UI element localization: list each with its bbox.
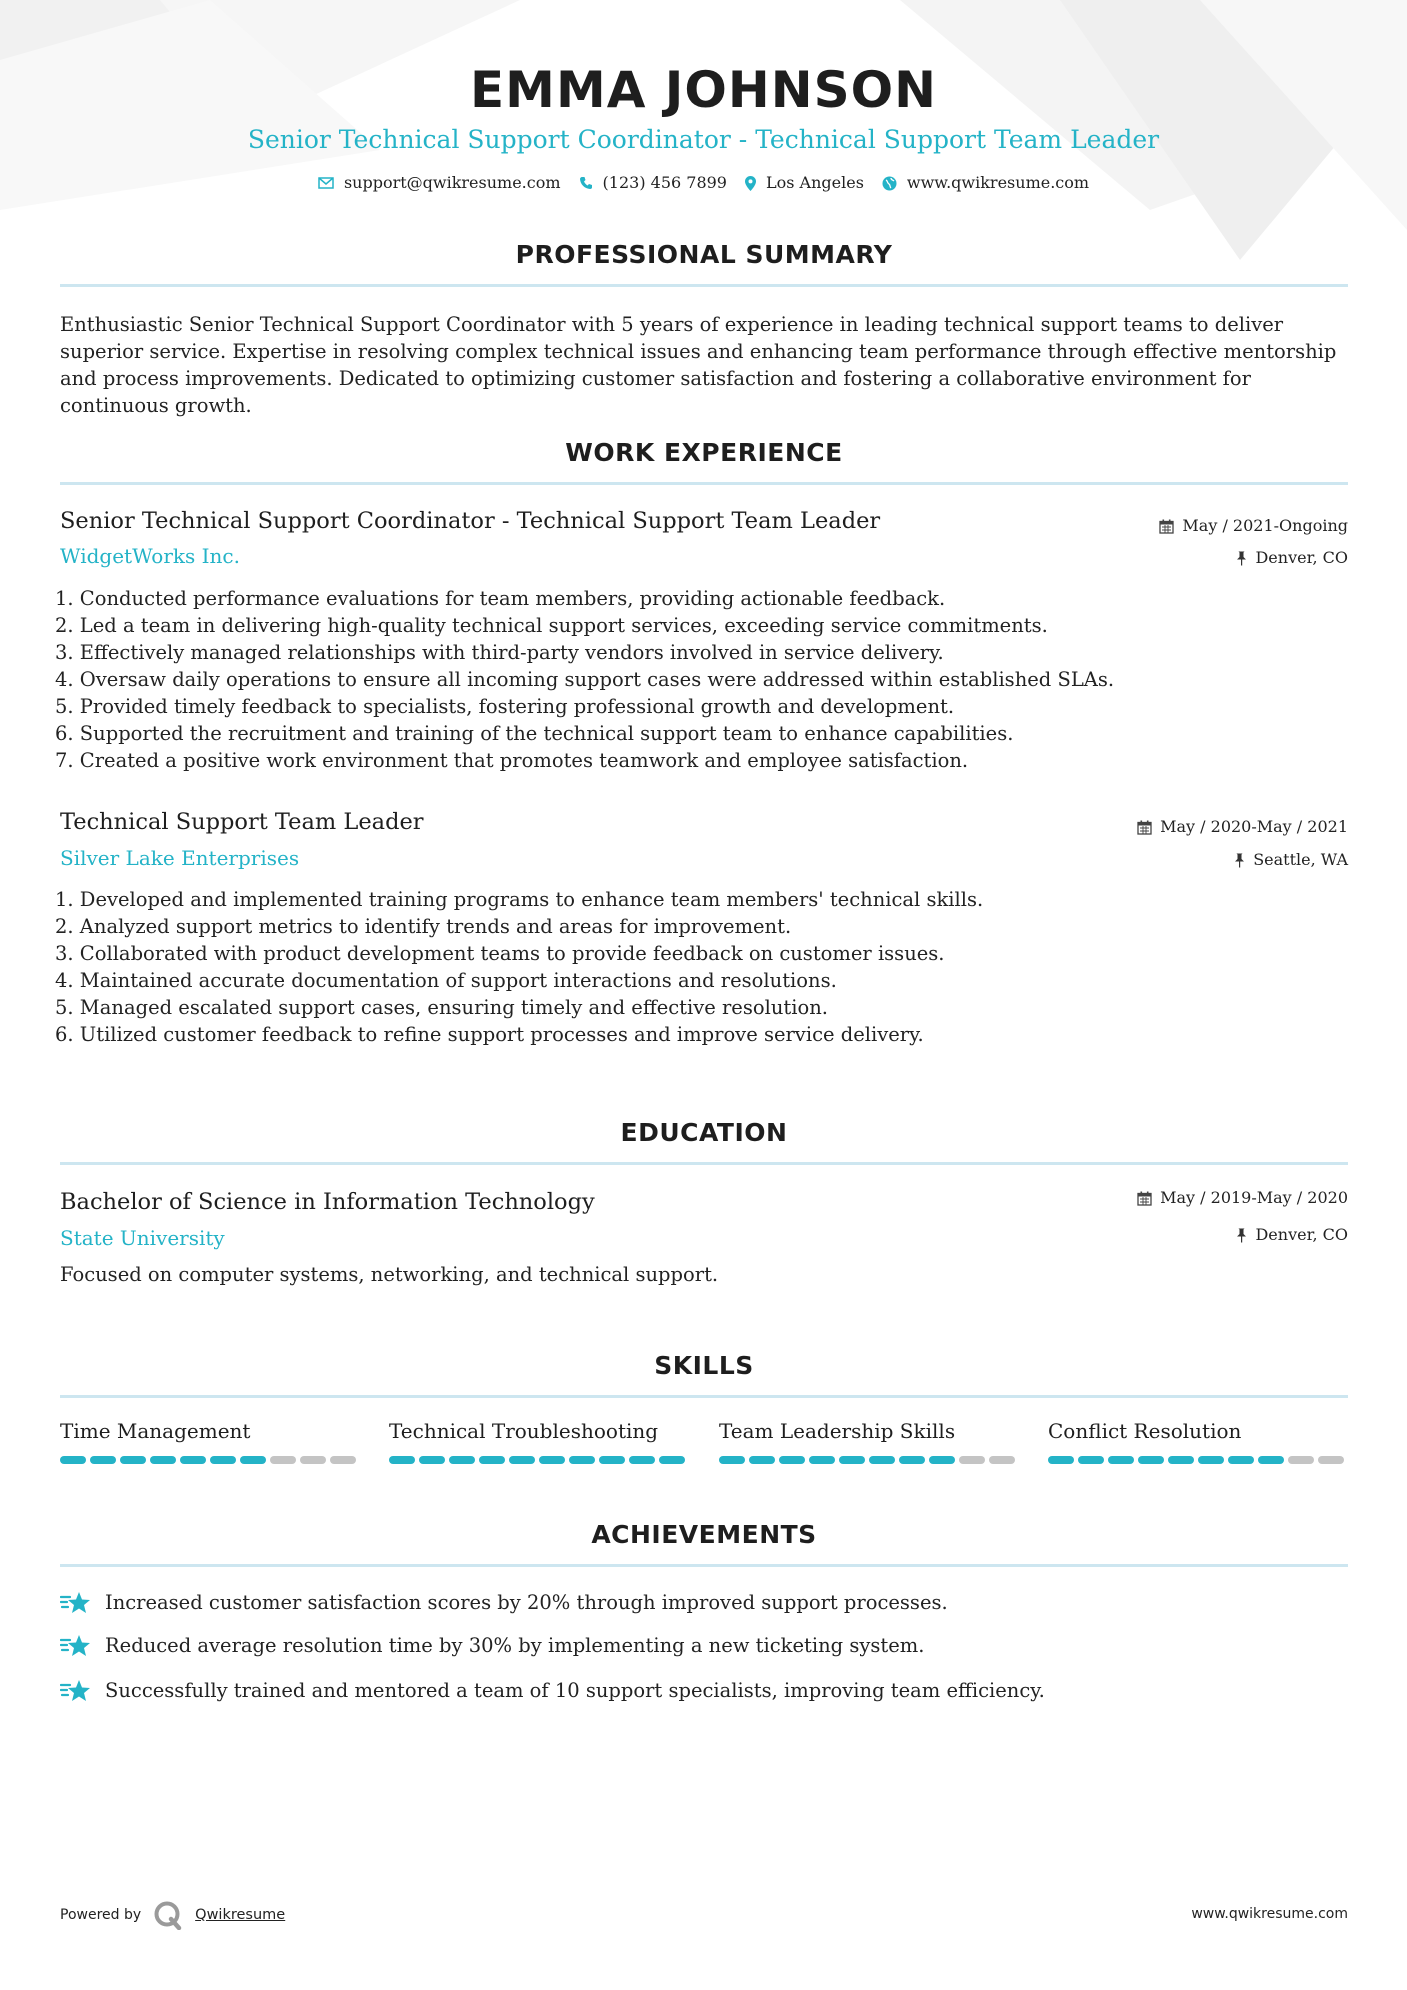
skill-segment-filled (899, 1456, 925, 1464)
achievement-item (60, 1632, 924, 1659)
skill-name: Technical Troubleshooting (389, 1419, 659, 1443)
star-icon (60, 1633, 92, 1659)
skill-segment-filled (539, 1456, 565, 1464)
skill-segment-filled (1168, 1456, 1194, 1464)
skill-segment-filled (419, 1456, 445, 1464)
skill-level-bar (60, 1456, 360, 1464)
contact-email[interactable] (318, 172, 561, 194)
skill-segment-filled (479, 1456, 505, 1464)
skill-segment-filled (659, 1456, 685, 1464)
list-item: 5. Managed escalated support cases, ensuring timely and effective resolution. (55, 996, 828, 1019)
skill-segment-filled (180, 1456, 206, 1464)
skill-name: Conflict Resolution (1048, 1419, 1242, 1443)
skill-segment-filled (449, 1456, 475, 1464)
skill-segment-filled (749, 1456, 775, 1464)
powered-by-label: Powered by (60, 1907, 142, 1923)
skill-segment-empty (1288, 1456, 1314, 1464)
list-item: 7. Created a positive work environment that promotes teamwork and employee satisfaction. (55, 749, 969, 772)
qwikresume-logo-icon (153, 1900, 183, 1930)
pushpin-icon (1234, 853, 1245, 868)
list-item: 1. Conducted performance evaluations for team members, providing actionable feedback. (55, 587, 946, 610)
skill-segment-filled (1138, 1456, 1164, 1464)
skill-segment-filled (839, 1456, 865, 1464)
job-dates-text: May / 2020-May / 2021 (1160, 817, 1348, 836)
skill-segment-filled (1198, 1456, 1224, 1464)
contact-bar (0, 172, 1407, 194)
skill-segment-empty (989, 1456, 1015, 1464)
list-item: 1. Developed and implemented training programs to enhance team members' technical skills. (55, 888, 984, 911)
qwikresume-link[interactable]: Qwikresume (195, 1907, 286, 1923)
skills-heading: SKILLS (654, 1351, 754, 1380)
achievement-item (60, 1589, 948, 1616)
phone-icon (579, 176, 593, 190)
job-title: Technical Support Team Leader (60, 809, 424, 835)
globe-icon (882, 176, 897, 191)
list-item: 3. Effectively managed relationships with third-party vendors involved in service delivery. (55, 641, 944, 664)
pushpin-icon (1236, 551, 1247, 566)
achievement-text: Reduced average resolution time by 30% by implementing a new ticketing system. (105, 1634, 925, 1657)
skill-segment-filled (389, 1456, 415, 1464)
skill-item (60, 1417, 360, 1464)
education-degree: Bachelor of Science in Information Technology (60, 1189, 595, 1215)
achievements-divider (60, 1564, 1348, 1567)
job-location (1234, 849, 1348, 871)
job-company: WidgetWorks Inc. (60, 544, 240, 568)
education-dates (1137, 1187, 1348, 1209)
calendar-icon (1159, 519, 1174, 534)
education-heading: EDUCATION (620, 1118, 788, 1147)
summary-divider (60, 284, 1348, 287)
list-item: 2. Led a team in delivering high-quality technical support services, exceeding service commitments. (55, 614, 1048, 637)
job-location (1236, 547, 1348, 569)
skill-segment-filled (1258, 1456, 1284, 1464)
skill-segment-filled (150, 1456, 176, 1464)
job-company: Silver Lake Enterprises (60, 846, 300, 870)
resume-header (0, 58, 1407, 194)
skill-segment-empty (959, 1456, 985, 1464)
skill-segment-filled (1048, 1456, 1074, 1464)
list-item: 6. Utilized customer feedback to refine support processes and improve service delivery. (55, 1023, 924, 1046)
skill-segment-filled (1108, 1456, 1134, 1464)
skill-segment-filled (1228, 1456, 1254, 1464)
calendar-icon (1137, 820, 1152, 835)
skill-segment-filled (719, 1456, 745, 1464)
skill-name: Time Management (60, 1419, 251, 1443)
skill-segment-filled (1078, 1456, 1104, 1464)
contact-website[interactable] (882, 172, 1089, 194)
list-item: 5. Provided timely feedback to specialists, fostering professional growth and development. (55, 695, 955, 718)
summary-heading: PROFESSIONAL SUMMARY (515, 240, 893, 269)
education-divider (60, 1162, 1348, 1165)
phone-text: (123) 456 7899 (602, 173, 727, 192)
email-text: support@qwikresume.com (343, 173, 561, 192)
skill-segment-filled (779, 1456, 805, 1464)
achievement-item (60, 1677, 1045, 1704)
skill-item (1048, 1417, 1348, 1464)
skill-segment-filled (569, 1456, 595, 1464)
skill-segment-empty (270, 1456, 296, 1464)
skill-segment-empty (300, 1456, 326, 1464)
star-icon (60, 1678, 92, 1704)
list-item: 4. Maintained accurate documentation of support interactions and resolutions. (55, 969, 837, 992)
contact-location (745, 172, 864, 194)
education-location (1236, 1224, 1348, 1246)
skill-item (389, 1417, 689, 1464)
education-school: State University (60, 1226, 225, 1250)
list-item: 6. Supported the recruitment and training of the technical support team to enhance capabilities. (55, 722, 1014, 745)
job-location-text: Seattle, WA (1253, 850, 1348, 869)
calendar-icon (1137, 1191, 1152, 1206)
skill-segment-filled (869, 1456, 895, 1464)
website-text: www.qwikresume.com (906, 173, 1090, 192)
skill-segment-empty (1318, 1456, 1344, 1464)
experience-divider (60, 482, 1348, 485)
education-description: Focused on computer systems, networking, and technical support. (60, 1263, 719, 1286)
skill-segment-filled (809, 1456, 835, 1464)
star-icon (60, 1590, 92, 1616)
footer-powered-by (60, 1900, 285, 1930)
achievement-text: Successfully trained and mentored a team of 10 support specialists, improving team efficiency. (105, 1679, 1045, 1702)
job-location-text: Denver, CO (1255, 548, 1348, 567)
footer-website[interactable]: www.qwikresume.com (1191, 1906, 1348, 1922)
skill-segment-filled (240, 1456, 266, 1464)
location-text: Los Angeles (765, 173, 864, 192)
skill-level-bar (719, 1456, 1019, 1464)
skill-segment-filled (599, 1456, 625, 1464)
list-item: 2. Analyzed support metrics to identify trends and areas for improvement. (55, 915, 792, 938)
list-item: 3. Collaborated with product development teams to provide feedback on customer issues. (55, 942, 945, 965)
job-bullet-list (55, 585, 1345, 774)
education-dates-text: May / 2019-May / 2020 (1160, 1188, 1348, 1207)
skill-segment-filled (210, 1456, 236, 1464)
job-title: Senior Technical Support Coordinator - Technical Support Team Leader (60, 508, 881, 534)
map-pin-icon (745, 176, 756, 191)
skill-segment-filled (120, 1456, 146, 1464)
skill-level-bar (1048, 1456, 1348, 1464)
achievements-heading: ACHIEVEMENTS (591, 1520, 817, 1549)
envelope-icon (318, 177, 334, 189)
job-bullet-list (55, 886, 1345, 1048)
achievement-text: Increased customer satisfaction scores by 20% through improved support processes. (105, 1591, 948, 1614)
job-dates-text: May / 2021-Ongoing (1182, 516, 1348, 535)
list-item: 4. Oversaw daily operations to ensure all incoming support cases were addressed within established SLAs. (55, 668, 1115, 691)
pushpin-icon (1236, 1228, 1247, 1243)
skill-item (719, 1417, 1019, 1464)
skills-divider (60, 1395, 1348, 1398)
skill-segment-filled (509, 1456, 535, 1464)
summary-text: Enthusiastic Senior Technical Support Coordinator with 5 years of experience in leading technical support teams to deliver superior service. Expertise in resolving complex technical issues and enhancing team performance through effective mentorship and process improvements. Dedicated to optimizing customer satisfaction and fostering a collaborative environment for continuous growth. (60, 313, 1337, 417)
job-dates (1137, 816, 1348, 838)
skill-segment-filled (90, 1456, 116, 1464)
skill-level-bar (389, 1456, 689, 1464)
contact-phone[interactable] (579, 172, 727, 194)
experience-heading: WORK EXPERIENCE (565, 438, 843, 467)
education-location-text: Denver, CO (1255, 1225, 1348, 1244)
skill-segment-filled (60, 1456, 86, 1464)
skill-segment-filled (629, 1456, 655, 1464)
job-dates (1159, 515, 1348, 537)
candidate-title: Senior Technical Support Coordinator - Technical Support Team Leader (247, 125, 1160, 154)
skill-segment-filled (929, 1456, 955, 1464)
candidate-name: EMMA JOHNSON (470, 61, 937, 119)
skill-name: Team Leadership Skills (719, 1419, 956, 1443)
skill-segment-empty (330, 1456, 356, 1464)
